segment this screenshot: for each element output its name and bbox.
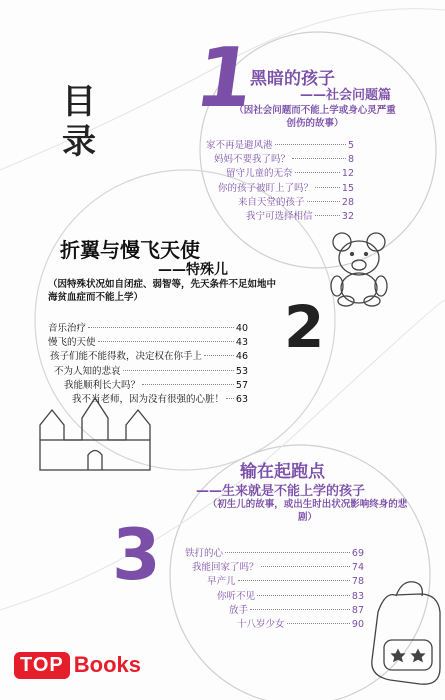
toc-entry-label: 孩子们能不能得救，决定权在你手上 [50,351,203,363]
toc-entry-label: 早产儿 [207,576,236,588]
toc-entry[interactable] [0,334,248,348]
section-1-list [0,137,354,222]
toc-entry-page: 12 [341,168,354,180]
toc-entry-leader [295,172,340,173]
toc-entry-leader [287,623,350,624]
toc-entry[interactable] [0,348,248,362]
toc-entry[interactable] [0,165,354,179]
toc-entry-leader [315,187,340,188]
toc-entry-page: 43 [235,337,248,349]
toc-entry-label: 我能顺利长大吗？ [64,379,141,391]
toc-entry-page: 90 [351,618,364,630]
toc-entry-page: 74 [351,562,364,574]
toc-entry-leader [98,341,234,342]
toc-entry[interactable] [0,545,364,559]
toc-entry-page: 69 [351,548,364,559]
toc-entry-leader [226,398,234,399]
toc-entry-label: 我宁可选择相信 [246,210,313,222]
toc-entry-label: 留守儿童的无奈 [226,168,293,180]
toc-entry-label: 你的孩子被盯上了吗？ [218,182,314,194]
toc-entry-page: 87 [351,604,364,616]
toc-entry[interactable] [0,391,248,405]
toc-entry[interactable] [0,151,354,165]
toc-entry-page: 53 [235,365,248,377]
toc-entry-page: 78 [351,576,364,588]
toc-entry[interactable] [0,194,354,208]
toc-entry-leader [315,215,340,216]
section-3-note: （初生儿的故事，或出生时出状况影响终身的悲剧） [207,499,408,523]
toc-entry-label: 不为人知的悲哀 [54,365,121,377]
section-3-title: 输在起跑点 [240,462,325,482]
toc-entry-leader [238,580,350,581]
toc-entry[interactable] [0,377,248,391]
toc-entry-page: 32 [341,210,354,222]
section-3-subtitle: ——生来就是不能上学的孩子 [196,484,366,499]
toc-entry[interactable] [0,616,364,630]
logo-top-text: TOP [14,652,70,679]
section-2-note: （因特殊状况如自闭症、弱智等，先天条件不足如地中海贫血症而不能上学） [48,279,277,303]
teddy-bear-icon [331,233,387,306]
toc-entry-leader [275,144,346,145]
toc-entry[interactable] [0,137,354,151]
toc-entry-label: 音乐治疗 [48,323,87,334]
toc-entry-label: 放手 [229,604,249,616]
section-1-subtitle: ——社会问题篇 [300,88,392,103]
toc-entry-leader [292,158,346,159]
toc-entry[interactable] [0,208,354,222]
toc-entry-leader [123,370,234,371]
toc-entry[interactable] [0,602,364,616]
backpack-icon [372,582,440,684]
toc-entry-leader [250,609,350,610]
toc-entry-page: 5 [347,140,354,151]
topbooks-logo [14,648,141,682]
toc-entry-leader [257,595,350,596]
toc-entry-leader [261,566,350,567]
toc-entry-page: 83 [351,590,364,602]
toc-entry-page: 15 [341,182,354,194]
toc-entry-leader [142,384,234,385]
section-2-list [0,320,248,405]
toc-entry-page: 46 [235,351,248,363]
toc-entry-label: 我能回家了吗？ [192,562,259,574]
toc-entry-label: 十八岁少女 [237,618,285,630]
toc-entry-leader [204,355,234,356]
toc-entry-page: 28 [341,196,354,208]
toc-entry-leader [88,327,234,328]
toc-entry-page: 57 [235,379,248,391]
toc-entry-label: 我不当老师，因为没有很强的心脏！ [72,393,225,405]
toc-entry-label: 铁打的心 [185,548,224,559]
section-2-number: 2 [284,293,325,361]
section-1-note: （因社会问题而不能上学或身心灵严重创伤的故事） [234,105,396,129]
toc-entry-label: 妈妈不要我了吗？ [214,154,291,166]
castle-icon [40,398,150,470]
section-2-title: 折翼与慢飞天使 [60,238,200,262]
toc-entry-label: 慢飞的天使 [48,337,96,349]
logo-books-text: Books [73,652,142,677]
toc-entry[interactable] [0,363,248,377]
section-1-title: 黑暗的孩子 [250,69,335,89]
toc-entry-leader [307,201,340,202]
toc-entry[interactable] [0,320,248,334]
toc-entry-page: 40 [235,323,248,334]
toc-entry[interactable] [0,573,364,587]
toc-entry-page: 63 [235,393,248,405]
section-1-number: 1 [189,31,260,126]
toc-entry[interactable] [0,180,354,194]
toc-entry[interactable] [0,559,364,573]
section-2-subtitle: ——特殊儿 [158,262,228,278]
section-3-number: 3 [112,514,161,596]
toc-entry[interactable] [0,588,364,602]
toc-entry-page: 8 [347,154,354,166]
toc-entry-label: 来自天堂的孩子 [238,196,305,208]
toc-entry-label: 家不再是避风港 [206,140,273,151]
toc-entry-leader [225,552,350,553]
section-3-list [0,545,364,630]
toc-entry-label: 你听不见 [217,590,256,602]
toc-heading: 目录 [62,82,98,162]
